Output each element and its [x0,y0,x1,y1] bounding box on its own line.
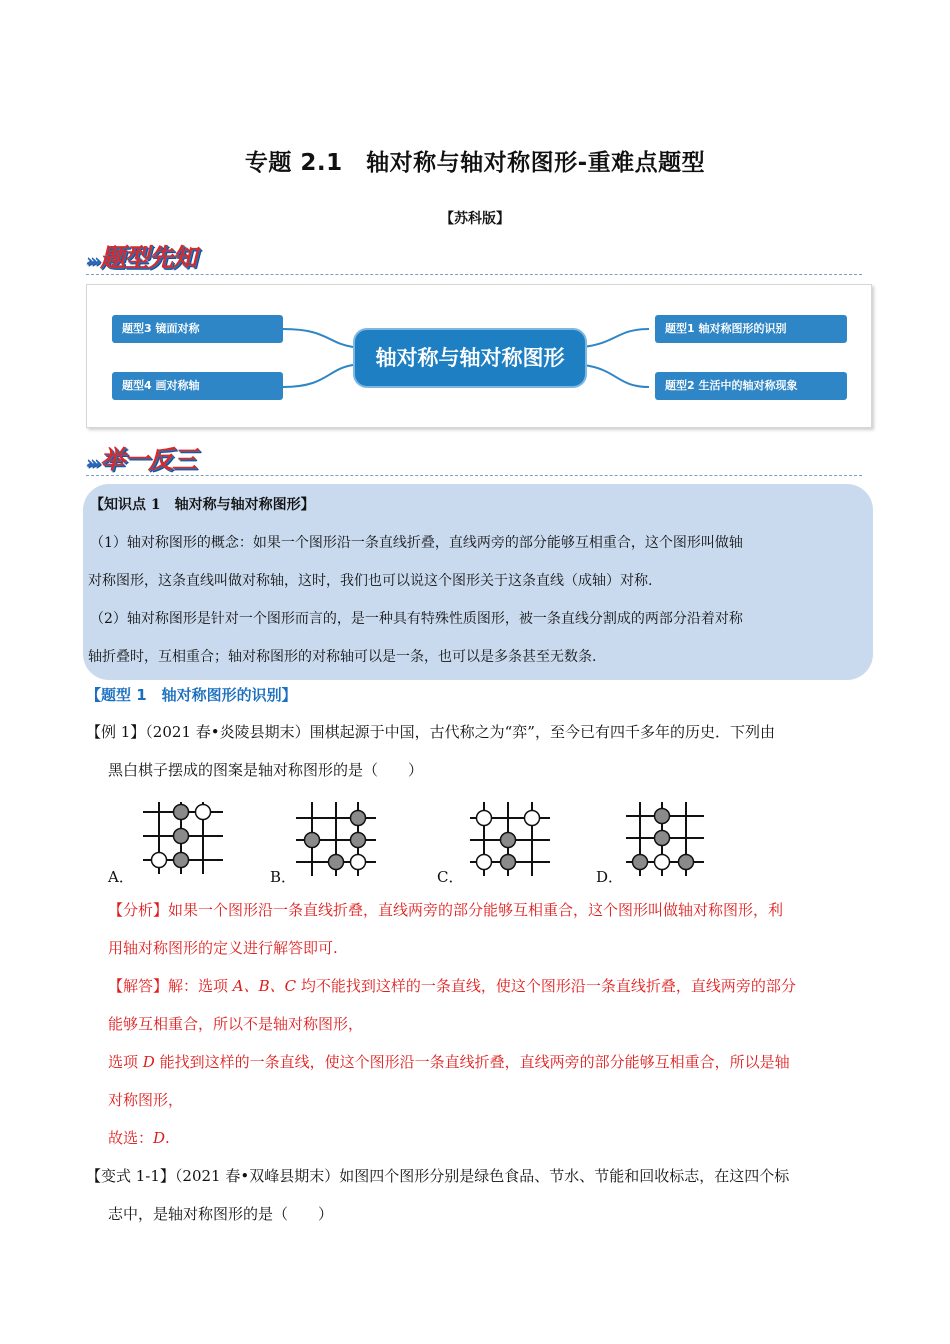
mindmap-node-type3[interactable]: 题型3 镜面对称 [112,315,283,343]
mindmap-panel [86,284,872,428]
document-title: 专题 2.1 轴对称与轴对称图形-重难点题型 [244,150,706,176]
banner-title: 题型先知 [100,243,197,272]
divider [86,475,862,476]
banner-arrows-icon: ››› [86,453,99,473]
option-a-label[interactable]: A． [108,868,134,886]
knowledge-line: 对称图形，这条直线叫做对称轴，这时，我们也可以说这个图形关于这条直线（成轴）对称. [88,573,653,589]
answer-line: 选项 D 能找到这样的一条直线，使这个图形沿一条直线折叠，直线两旁的部分能够互相重合，所以是轴 [108,1053,790,1071]
knowledge-line: （2）轴对称图形是针对一个图形而言的，是一种具有特殊性质图形，被一条直线分割成的两部分沿着对称 [90,611,743,627]
go-board-option-d [620,798,710,878]
option-b-label[interactable]: B． [270,868,297,886]
go-board-option-a [135,798,231,878]
mindmap-node-type1[interactable]: 题型1 轴对称图形的识别 [655,315,847,343]
banner-title: 举一反三 [100,445,197,474]
mindmap-center-node[interactable]: 轴对称与轴对称图形 [353,328,587,388]
divider [86,274,862,275]
answer-line: 对称图形， [108,1091,184,1109]
example1-question-cont: 黑白棋子摆成的图案是轴对称图形的是（ ） [108,761,424,779]
section-banner-practice [86,440,196,476]
edition-label: 【苏科版】 [440,211,510,227]
example1-question: 【例 1】（2021 春•炎陵县期末）围棋起源于中国，古代称之为“弈”，至今已有四千多年的历史．下列由 [86,723,775,741]
option-c-label[interactable]: C． [437,868,464,886]
analysis-text: 【分析】如果一个图形沿一条直线折叠，直线两旁的部分能够互相重合，这个图形叫做轴对称图形，利 [108,901,784,919]
knowledge-line: （1）轴对称图形的概念：如果一个图形沿一条直线折叠，直线两旁的部分能够互相重合，这个图形叫做轴 [90,535,743,551]
go-board-option-b [292,798,388,878]
answer-line: 【解答】解：选项 A、B、C 均不能找到这样的一条直线，使这个图形沿一条直线折叠，直线两旁的部分 [108,977,796,995]
banner-arrows-icon: ››› [86,251,99,271]
knowledge-line: 轴折叠时，互相重合；轴对称图形的对称轴可以是一条，也可以是多条甚至无数条. [88,649,597,665]
variant-question-cont: 志中，是轴对称图形的是（ ） [108,1205,334,1223]
mindmap-node-type4[interactable]: 题型4 画对称轴 [112,372,283,400]
go-board-option-c [466,798,556,878]
type1-heading: 【题型 1 轴对称图形的识别】 [86,686,297,704]
option-d-label[interactable]: D． [596,868,624,886]
section-banner-preview [86,238,196,274]
analysis-text-cont: 用轴对称图形的定义进行解答即可. [108,939,338,957]
answer-line: 能够互相重合，所以不是轴对称图形， [108,1015,364,1033]
answer-choice: 故选：D. [108,1129,170,1147]
mindmap-node-type2[interactable]: 题型2 生活中的轴对称现象 [655,372,847,400]
variant-question: 【变式 1-1】（2021 春•双峰县期末）如图四个图形分别是绿色食品、节水、节能和回收标志，在这四个标 [86,1167,790,1185]
knowledge-title: 【知识点 1 轴对称与轴对称图形】 [90,497,315,513]
